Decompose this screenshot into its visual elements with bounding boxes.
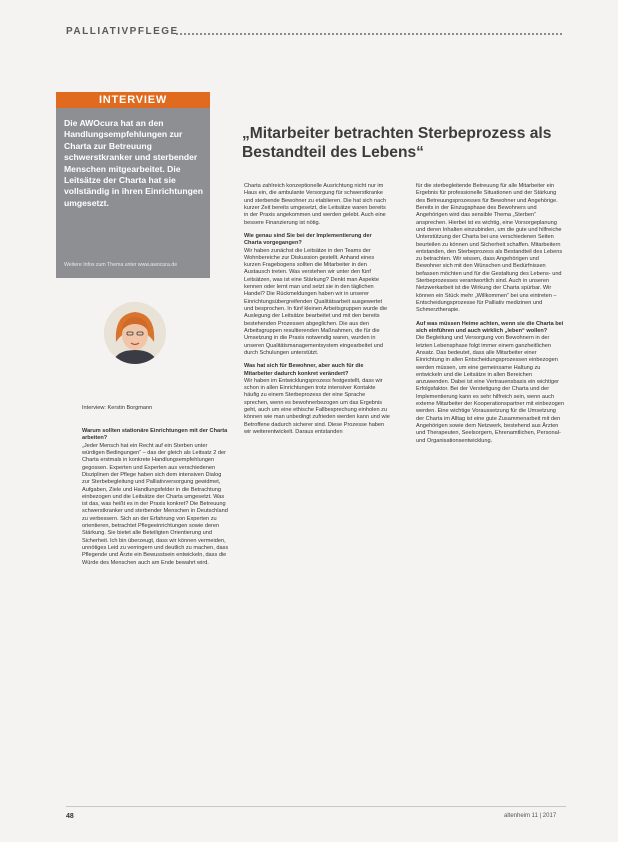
interview-answer: Charta zahlreich konzeptionelle Ausrichtung nicht nur im Haus ein, die ambulante Versorgung für schwerstkranke und sterbende Bewohner zu etablieren. Die hat sich nach kurzer Zeit bereits umgesetzt, die Leitsätze waren bereits in der Praxis angekommen und werden gelebt. Auch eine bessere Finanzierung ist nötig. — [244, 183, 387, 226]
interview-question: Warum sollten stationäre Einrichtungen mit der Charta arbeiten? — [82, 428, 228, 442]
article-headline: „Mitarbeiter betrachten Sterbeprozess als Bestandteil des Lebens“ — [242, 125, 552, 161]
interviewer-credit: Interview: Kerstin Borgmann — [82, 405, 153, 411]
text-column-2 — [244, 183, 390, 436]
interview-answer: Wir haben im Entwicklungsprozess festgestellt, dass wir schon in allen Einrichtungen trotz intensiver Kontakte häufig zu einem Sterbeprozess der eine Sprache sprechen, wenn es bewohnerbezogen um das Ergebnis geht, auch um eine ethische Fallbesprechung einholen zu können wie man unbedingt zufrieden werden kann und wie Betroffene dadurch sicherer sind. Diese Prozesse haben wir weiterentwickelt. Daraus entstanden — [244, 377, 390, 435]
interview-question: Auf was müssen Heime achten, wenn sie die Charta bei sich einführen und auch wirklich „leben“ wollen? — [416, 320, 564, 334]
department-label: PALLIATIVPFLEGE — [66, 26, 179, 37]
interview-sidebar — [56, 92, 210, 278]
portrait-illustration — [104, 302, 166, 364]
interview-tag: INTERVIEW — [56, 92, 210, 108]
interview-answer: Wir haben zunächst die Leitsätze in den Teams der Wohnbereiche zur Diskussion gestellt. Anhand eines kurzen Fragebogens sollten die Mitarbeiter in den Austausch treten. Was verstehen wir unter den fünf Leitsätzen, was ist eine Stärkung? Denkt man Aspekte kennen oder lernt man und setzt sie in den täglichen Handel? Die Rückmeldungen haben wir in unserer Einrichtungsübergreifenden Qualitätsarbeit ausgewertet und besprochen. In fünf kleinen Arbeitsgruppen wurde die Auslegung der Leitsätze bearbeitet und mit den bereits bestehenden Prozessen abgeglichen. Die aus den Arbeitsgruppen resultierenden Maßnahmen, die für die Umsetzung in die Praxis notwendig waren, wurden in unseren Qualitätsmanagementsystem eingearbeitet und durch Schulungen unterstützt. — [244, 247, 388, 356]
interview-question: Was hat sich für Bewohner, aber auch für die Mitarbeiter dadurch konkret verändert? — [244, 363, 364, 377]
department-divider — [176, 33, 562, 35]
interview-answer: Die Begleitung und Versorgung von Bewohnern in der letzten Lebensphase folgt immer einem ganzheitlichen Ansatz. Das bedeutet, dass alle Mitarbeiter einer Einrichtung in allen Entscheidungsprozessen einbezogen werden müssen, um eine gemeinsame Haltung zu entwickeln und die Leitsätze in allen Bereichen anzuwenden. Dabei ist eine Vertrauensbasis ein wichtiger Erfolgsfaktor. Bei der Verstetigung der Charta und der Implementierung kann es sehr hilfreich sein, wenn auch externe Mitarbeiter der Kooperationspartner mit einbezogen werden. Eine wichtige Voraussetzung für die Umsetzung der Charta im Alltag ist eine gute Zusammenarbeit mit den Angehörigen sowie dem Netzwerk, bestehend aus Ärzten und Therapeuten, Seelsorgern, Ehrenamtlichen, Personal- und Organisationsentwicklung. — [416, 335, 565, 444]
interview-answer: „Jeder Mensch hat ein Recht auf ein Sterben unter würdigen Bedingungen“ – das der gleich als Leitsatz 2 der Charta erstmals in konkrete Handlungsempfehlungen gegossen. Experten und Experten aus verschiedenen Disziplinen der Pflege haben sich dem intensiven Dialog zur Sterbebegleitung und Palliativversorgung gewidmet, Aufgaben, Ziele und Handlungsfelder in die Betrachtung einbezogen und die Leitsätze der Charta umgesetzt. Was ist das, was heißt es in der Praxis konkret? Die Betreuung schwerstkranker und sterbender Menschen in Deutschland zu verbessern. Sich an der Erfahrung von Experten zu orientieren, betrachtet Pflegeeinrichtungen sowie deren Stärkung. Sie bietet alle Beteiligten Orientierung und Sicherheit. Ich bin überzeugt, dass wir können vermeiden, unnötiges Leid zu verringern und deutlich zu machen, dass Pflegende und Ärzte ein Bewusstsein entwickeln, dass die Würde des Menschen auch am Ende bewahrt wird. — [82, 442, 229, 566]
sidebar-lead: Die AWOcura hat an den Handlungsempfehlungen zur Charta zur Betreuung schwerstkranker und sterbender Menschen mitgearbeitet. Die Leitsätze der Charta hat sie vollständig in ihren Einrichtungen umgesetzt. — [64, 118, 203, 208]
page-number: 48 — [66, 813, 74, 820]
text-column-3 — [416, 183, 564, 445]
issue-label: altenheim 11 | 2017 — [504, 813, 557, 819]
sidebar-note: Weitere Infos zum Thema unter www.awocura.de — [64, 262, 178, 268]
footer-rule — [66, 806, 566, 807]
interview-answer: für die sterbegleitende Betreuung für alle Mitarbeiter ein Ergebnis für professionelle Situationen und der Stärkung des Betreuungsprozesses für Bewohner und Angehörige. Bereits in der Einzugsphase des Bewohners und Angehörigen wird das sensible Thema „Sterben“ ansprechen. Hierbei ist es wichtig, eine Vorsorgeplanung und deren Inhalten einzubinden, um die gute und hilfreiche Unterstützung der Charta bei uns verschiedenen Seiten beurteilen zu können und Sicherheit schaffen. Mitarbeitern entstanden, den Sterbeprozess als Bestandteil des Lebens zu betrachten. Wir wissen, dass Angehörigen und Bewohner sich mit den Wünschen und Bedürfnissen befassen möchten und für die Gestaltung des Lebens- und Sterbeprozesses verantwortlich sind. Auch in unseren Netzwerkarbeit ist die Wirkung der Charta spürbar. Wir können ein Stück mehr „Willkommen“ bei uns eintreten – Entscheidungsprozesse für Palliativ medizinen und Schmerztherapie. — [416, 183, 563, 314]
interview-question: Wie genau sind Sie bei der Implementierung der Charta vorgegangen? — [244, 232, 372, 247]
text-column-1 — [82, 428, 230, 567]
portrait-photo — [104, 302, 166, 364]
